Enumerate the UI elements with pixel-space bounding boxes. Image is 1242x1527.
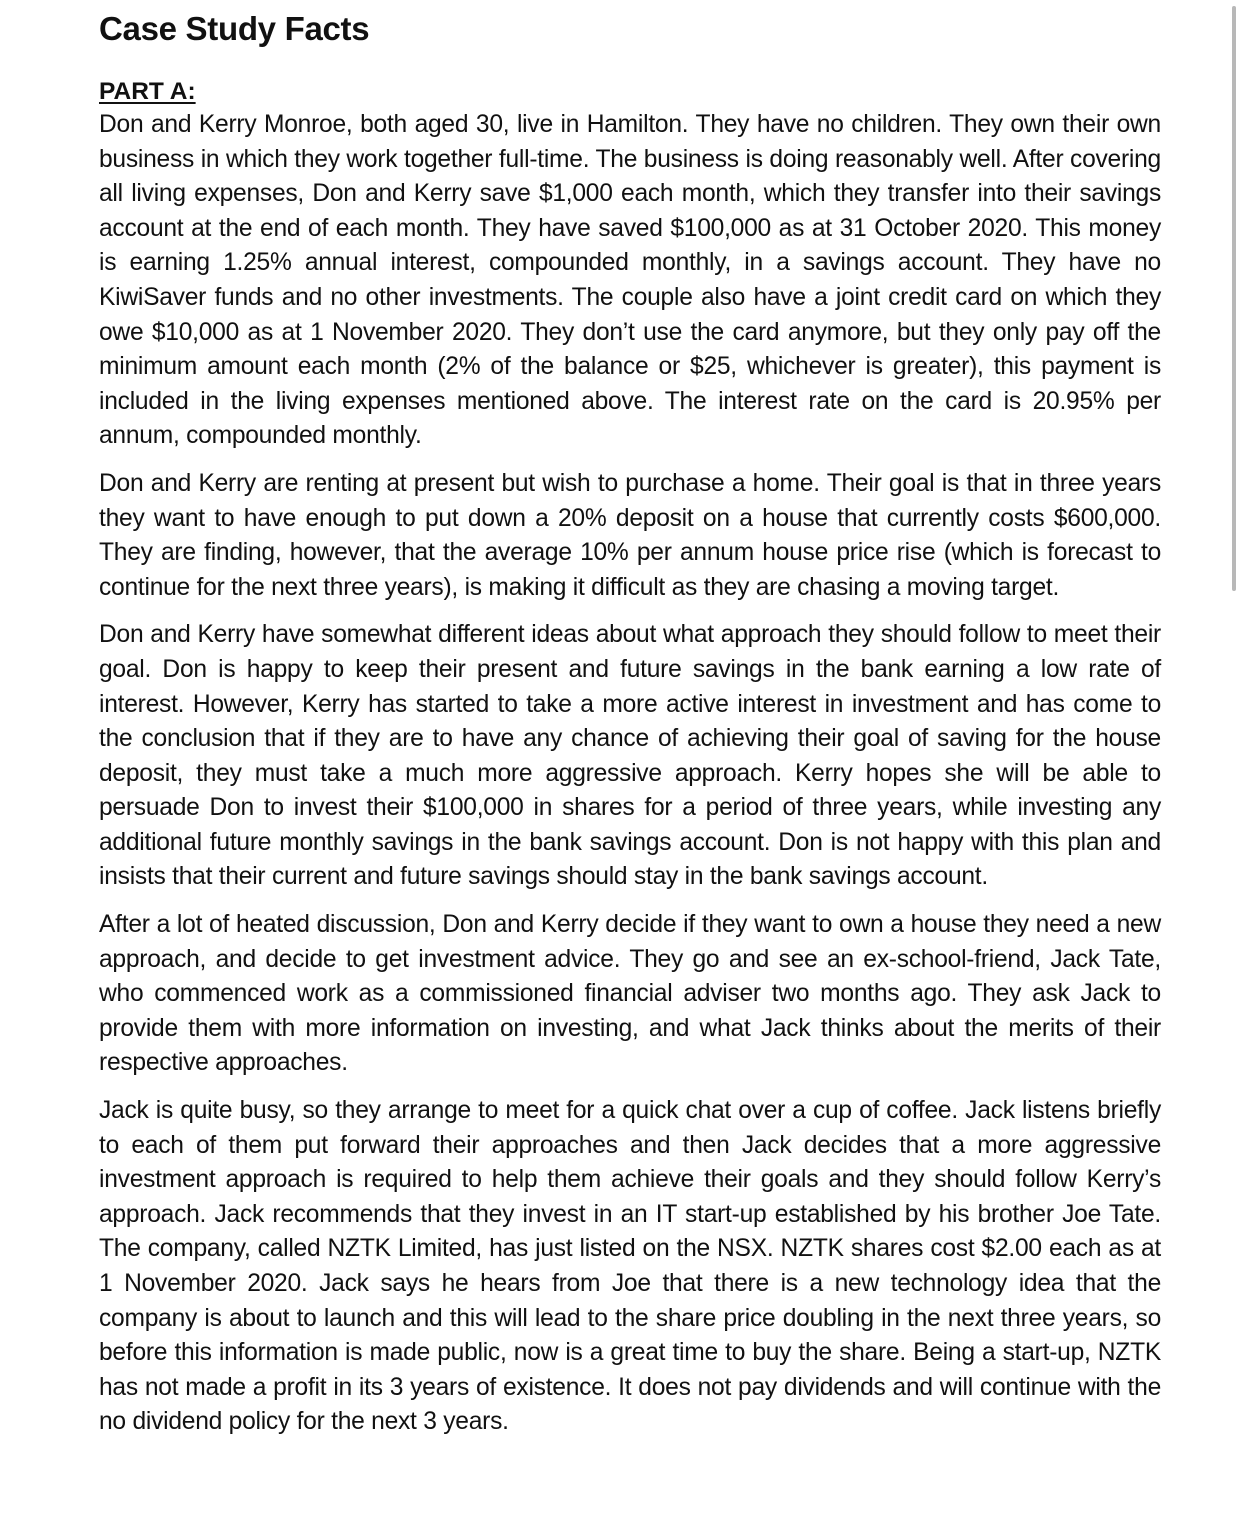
- document-page: [99, 8, 1161, 1440]
- paragraph-house-goal: Don and Kerry are renting at present but wish to purchase a home. Their goal is that in three years they want to have enough to put down a 20% deposit on a house that currently costs $600,000. They are finding, however, that the average 10% per annum house price rise (which is forecast to continue for the next three years), is making it difficult as they are chasing a moving target.: [99, 469, 1161, 601]
- paragraph-investment-approaches: Don and Kerry have somewhat different ideas about what approach they should follow to meet their goal. Don is happy to keep their present and future savings in the bank earning a low rate of interest. However, Kerry has started to take a more active interest in investment and has come to the conclusion that if they are to have any chance of achieving their goal of saving for the house deposit, they must take a much more aggressive approach. Kerry hopes she will be able to persuade Don to invest their $100,000 in shares for a period of three years, while investing any additional future monthly savings in the bank savings account. Don is not happy with this plan and insists that their current and future savings should stay in the bank savings account.: [99, 621, 1161, 891]
- paragraph-background: Don and Kerry Monroe, both aged 30, live in Hamilton. They have no children. They own their own business in which they work together full-time. The business is doing reasonably well. After covering all living expenses, Don and Kerry save $1,000 each month, which they transfer into their savings account at the end of each month. They have saved $100,000 as at 31 October 2020. This money is earning 1.25% annual interest, compounded monthly, in a savings account. They have no KiwiSaver funds and no other investments. The couple also have a joint credit card on which they owe $10,000 as at 1 November 2020. They don’t use the card anymore, but they only pay off the minimum amount each month (2% of the balance or $25, whichever is greater), this payment is included in the living expenses mentioned above. The interest rate on the card is 20.95% per annum, compounded monthly.: [99, 111, 1161, 450]
- vertical-scrollbar[interactable]: [1230, 0, 1242, 1527]
- paragraph-investment-advice: After a lot of heated discussion, Don and Kerry decide if they want to own a house they need a new approach, and decide to get investment advice. They go and see an ex-school-friend, Jack Tate, who commenced work as a commissioned financial adviser two months ago. They ask Jack to provide them with more information on investing, and what Jack thinks about the merits of their respective approaches.: [99, 911, 1161, 1077]
- paragraph-jack-recommendation: Jack is quite busy, so they arrange to meet for a quick chat over a cup of coffee. Jack listens briefly to each of them put forward their approaches and then Jack decides that a more aggressive investment approach is required to help them achieve their goals and they should follow Kerry’s approach. Jack recommends that they invest in an IT start-up established by his brother Joe Tate. The company, called NZTK Limited, has just listed on the NSX. NZTK shares cost $2.00 each as at 1 November 2020. Jack says he hears from Joe that there is a new technology idea that the company is about to launch and this will lead to the share price doubling in the next three years, so before this information is made public, now is a great time to buy the share. Being a start-up, NZTK has not made a profit in its 3 years of existence. It does not pay dividends and will continue with the no dividend policy for the next 3 years.: [99, 1097, 1161, 1436]
- section-heading-part-a: PART A:: [99, 78, 196, 105]
- document-title: Case Study Facts: [99, 10, 370, 47]
- scrollbar-thumb[interactable]: [1232, 6, 1236, 591]
